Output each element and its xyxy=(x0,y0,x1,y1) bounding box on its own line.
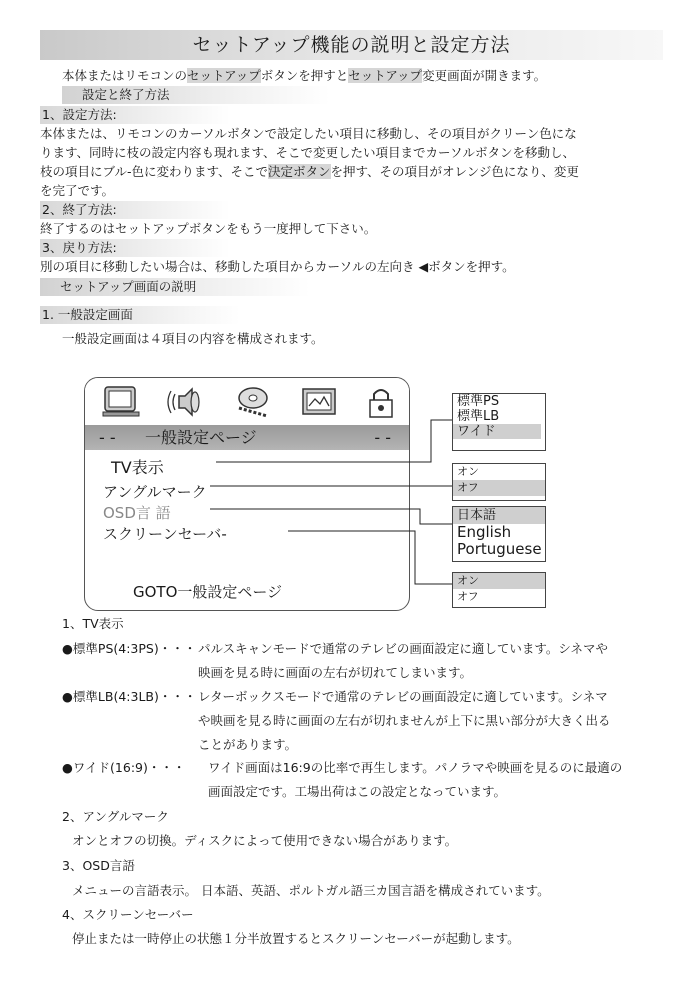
osd-header-bar xyxy=(85,425,409,450)
body-text: を完了です。 xyxy=(40,183,115,198)
header-dash-left: - - xyxy=(99,428,116,447)
body-text: オンとオフの切換。ディスクによって使用できない場合があります。 xyxy=(72,833,458,848)
screen-saver-options xyxy=(452,572,546,608)
body-text: パルスキャンモードで通常のテレビの画面設定に適しています。シネマや xyxy=(198,641,609,656)
detail-label-lb: ●標準LB(4:3LB)・・・ xyxy=(62,689,197,704)
osd-item-angle-mark: アングルマーク xyxy=(103,483,207,501)
body-text: 映画を見る時に画面の左右が切れてしまいます。 xyxy=(198,665,473,680)
header-dash-right: - - xyxy=(374,428,391,447)
speaker-icon xyxy=(165,384,205,420)
body-text: 終了するのはセットアップボタンをもう一度押して下さい。 xyxy=(40,221,377,236)
detail-label-ps: ●標準PS(4:3PS)・・・ xyxy=(62,641,197,656)
detail-heading-osd-language: 3、OSD言語 xyxy=(62,858,135,873)
subheading-general-settings: 1. 一般設定画面 xyxy=(40,306,240,324)
body-text: や映画を見る時に画面の左右が切れませんが上下に黒い部分が大きく出る xyxy=(198,713,611,728)
option-wide: ワイド xyxy=(453,424,541,439)
body-text: 枝の項目にブル-色に変わります、そこで決定ボタンを押す、その項目がオレンジ色になり、変更 xyxy=(40,164,579,179)
body-text: 停止または一時停止の状態１分半放置するとスクリーンセーバーが起動します。 xyxy=(72,931,520,946)
body-text: メニューの言語表示。 日本語、英語、ポルトガル語三カ国言語を構成されています。 xyxy=(72,883,550,898)
body-text: 本体または、リモコンのカーソルボタンで設定したい項目に移動し、その項目がクリーン色にな xyxy=(40,126,577,141)
osd-icon-bar xyxy=(85,378,409,425)
osd-item-osd-language: OSD言 語 xyxy=(103,504,171,522)
option-standard-lb: 標準LB xyxy=(457,409,500,424)
body-text: 画面設定です。工場出荷はこの設定となっています。 xyxy=(208,784,507,799)
option-on: オン xyxy=(457,465,479,478)
subheading-setting-method: 1、設定方法: xyxy=(40,106,230,124)
disc-icon xyxy=(233,384,273,420)
page-title: セットアップ機能の説明と設定方法 xyxy=(40,30,663,60)
angle-mark-options xyxy=(452,463,546,501)
body-text: 別の項目に移動したい場合は、移動した項目からカーソルの左向き ◀ボタンを押す。 xyxy=(40,259,515,274)
enter-button-highlight: 決定ボタン xyxy=(268,164,331,179)
osd-item-tv-display: TV表示 xyxy=(111,458,164,477)
tv-icon xyxy=(101,384,141,420)
detail-label-wide: ●ワイド(16:9)・・・ xyxy=(62,760,186,775)
section-heading-setup-exit: 設定と終了方法 xyxy=(62,86,330,104)
option-off: オフ xyxy=(453,480,545,496)
body-text: レターボックスモードで通常のテレビの画面設定に適しています。シネマ xyxy=(198,689,608,704)
option-off: オフ xyxy=(457,590,479,603)
osd-menu xyxy=(84,377,410,611)
option-portuguese: Portuguese xyxy=(457,540,542,558)
detail-heading-angle: 2、アングルマーク xyxy=(62,809,169,824)
subheading-exit-method: 2、終了方法: xyxy=(40,201,230,219)
detail-heading-tv: 1、TV表示 xyxy=(62,616,124,631)
option-english: English xyxy=(457,523,512,541)
option-standard-ps: 標準PS xyxy=(457,394,500,409)
tv-display-options xyxy=(452,393,546,451)
general-settings-page-title: 一般設定ページ xyxy=(145,428,257,447)
option-on: オン xyxy=(453,573,545,589)
subheading-return-method: 3、戻り方法: xyxy=(40,239,230,257)
section-heading-setup-screen: セットアップ画面の説明 xyxy=(40,278,310,296)
osd-language-options xyxy=(452,506,546,562)
setup-button-highlight: セットアップ xyxy=(187,68,261,83)
body-text: ワイド画面は16:9の比率で再生します。パノラマや映画を見るのに最適の xyxy=(208,760,623,775)
osd-footer-goto: GOTO一般設定ページ xyxy=(133,583,283,601)
body-text: ことがあります。 xyxy=(198,737,298,752)
lock-icon xyxy=(361,384,401,420)
osd-item-screen-saver: スクリーンセーバ- xyxy=(103,525,227,543)
setup-screen-highlight: セットアップ xyxy=(348,68,423,83)
intro-line: 本体またはリモコンのセットアップボタンを押すとセットアップ変更画面が開きます。 xyxy=(62,68,547,83)
option-japanese: 日本語 xyxy=(453,507,545,524)
body-text: 一般設定画面は４項目の内容を構成されます。 xyxy=(62,331,324,346)
screen-icon xyxy=(299,384,339,420)
body-text: ります、同時に枝の設定内容も現れます、そこで変更したい項目までカーソルボタンを移動し、 xyxy=(40,145,576,160)
detail-heading-screen-saver: 4、スクリーンセーバー xyxy=(62,907,194,922)
